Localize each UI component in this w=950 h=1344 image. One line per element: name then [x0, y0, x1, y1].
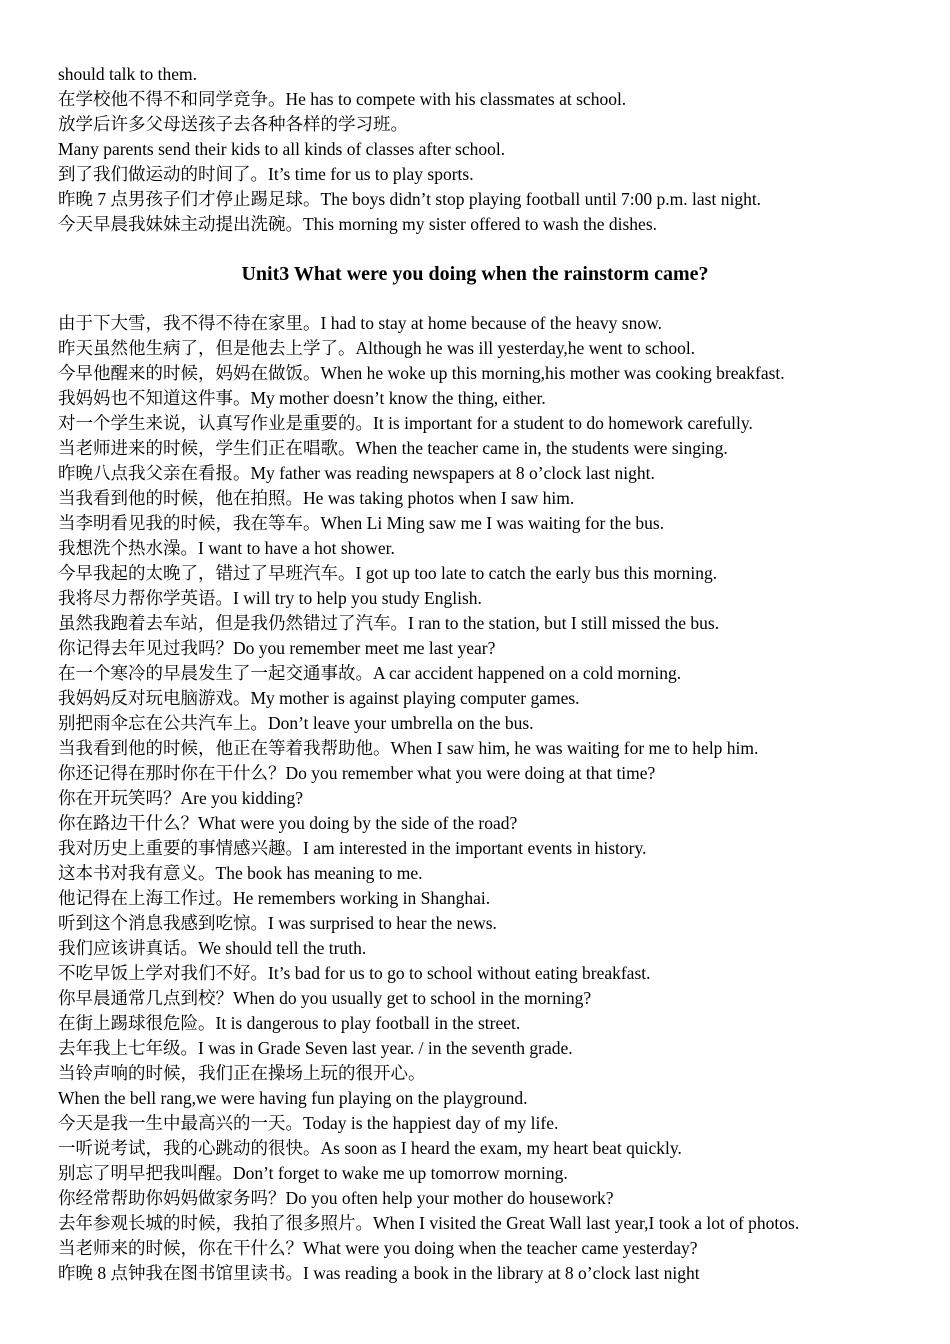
sentence-line: 昨晚 8 点钟我在图书馆里读书。I was reading a book in the library at 8 o’clock last night: [58, 1263, 700, 1283]
sentence-line: should talk to them.: [58, 64, 198, 84]
sentence-line: 当我看到他的时候，他在拍照。He was taking photos when I saw him.: [58, 488, 575, 508]
sentence-line: 今早他醒来的时候，妈妈在做饭。When he woke up this morning,his mother was cooking breakfast.: [58, 363, 785, 383]
sentence-line: 在一个寒冷的早晨发生了一起交通事故。A car accident happened on a cold morning.: [58, 663, 682, 683]
sentence-line: 一听说考试，我的心跳动的很快。As soon as I heard the exam, my heart beat quickly.: [58, 1138, 682, 1158]
sentence-line: 听到这个消息我感到吃惊。I was surprised to hear the news.: [58, 913, 497, 933]
sentence-line: When the bell rang,we were having fun playing on the playground.: [58, 1088, 528, 1108]
sentence-line: 由于下大雪，我不得不待在家里。I had to stay at home because of the heavy snow.: [58, 313, 662, 333]
unit3-sentences: [58, 311, 918, 1286]
sentence-line: 别忘了明早把我叫醒。Don’t forget to wake me up tomorrow morning.: [58, 1163, 568, 1183]
sentence-line: 到了我们做运动的时间了。It’s time for us to play sports.: [58, 164, 474, 184]
sentence-line: 去年参观长城的时候，我拍了很多照片。When I visited the Great Wall last year,I took a lot of photos.: [58, 1213, 800, 1233]
sentence-line: 你早晨通常几点到校？When do you usually get to school in the morning?: [58, 988, 592, 1008]
sentence-line: 当老师来的时候，你在干什么？What were you doing when the teacher came yesterday?: [58, 1238, 698, 1258]
sentence-line: 我对历史上重要的事情感兴趣。I am interested in the important events in history.: [58, 838, 647, 858]
sentence-line: 别把雨伞忘在公共汽车上。Don’t leave your umbrella on the bus.: [58, 713, 534, 733]
sentence-line: 昨晚八点我父亲在看报。My father was reading newspapers at 8 o’clock last night.: [58, 463, 655, 483]
sentence-line: 昨晚 7 点男孩子们才停止踢足球。The boys didn’t stop playing football until 7:00 p.m. last night.: [58, 189, 762, 209]
sentence-line: 我将尽力帮你学英语。I will try to help you study English.: [58, 588, 482, 608]
sentence-line: 当铃声响的时候，我们正在操场上玩的很开心。: [58, 1063, 426, 1083]
sentence-line: 不吃早饭上学对我们不好。It’s bad for us to go to school without eating breakfast.: [58, 963, 651, 983]
sentence-line: 昨天虽然他生病了，但是他去上学了。Although he was ill yesterday,he went to school.: [58, 338, 696, 358]
sentence-line: 我妈妈反对玩电脑游戏。My mother is against playing computer games.: [58, 688, 580, 708]
sentence-line: 去年我上七年级。I was in Grade Seven last year. / in the seventh grade.: [58, 1038, 573, 1058]
sentence-line: 当老师进来的时候，学生们正在唱歌。When the teacher came in, the students were singing.: [58, 438, 728, 458]
sentence-line: 你在路边干什么？What were you doing by the side of the road?: [58, 813, 518, 833]
sentence-line: 在街上踢球很危险。It is dangerous to play football in the street.: [58, 1013, 521, 1033]
sentence-line: 你在开玩笑吗？Are you kidding?: [58, 788, 303, 808]
sentence-line: Many parents send their kids to all kinds of classes after school.: [58, 139, 506, 159]
sentence-line: 当李明看见我的时候，我在等车。When Li Ming saw me I was waiting for the bus.: [58, 513, 665, 533]
unit-title: Unit3 What were you doing when the rainstorm came?: [241, 263, 709, 285]
sentence-line: 我想洗个热水澡。I want to have a hot shower.: [58, 538, 395, 558]
sentence-line: 在学校他不得不和同学竞争。He has to compete with his classmates at school.: [58, 89, 627, 109]
sentence-line: 放学后许多父母送孩子去各种各样的学习班。: [58, 114, 408, 134]
sentence-line: 你经常帮助你妈妈做家务吗？Do you often help your mother do housework?: [58, 1188, 614, 1208]
sentence-line: 他记得在上海工作过。He remembers working in Shanghai.: [58, 888, 491, 908]
sentence-line: 这本书对我有意义。The book has meaning to me.: [58, 863, 423, 883]
sentence-line: 你还记得在那时你在干什么？Do you remember what you were doing at that time?: [58, 763, 656, 783]
sentence-line: 你记得去年见过我吗？Do you remember meet me last year?: [58, 638, 496, 658]
sentence-line: 今早我起的太晚了，错过了早班汽车。I got up too late to catch the early bus this morning.: [58, 563, 718, 583]
previous-unit-sentences: [58, 62, 918, 237]
sentence-line: 今天早晨我妹妹主动提出洗碗。This morning my sister offered to wash the dishes.: [58, 214, 657, 234]
sentence-line: 我们应该讲真话。We should tell the truth.: [58, 938, 367, 958]
sentence-line: 当我看到他的时候，他正在等着我帮助他。When I saw him, he was waiting for me to help him.: [58, 738, 759, 758]
sentence-line: 虽然我跑着去车站，但是我仍然错过了汽车。I ran to the station, but I still missed the bus.: [58, 613, 720, 633]
sentence-line: 今天是我一生中最高兴的一天。Today is the happiest day of my life.: [58, 1113, 559, 1133]
sentence-line: 我妈妈也不知道这件事。My mother doesn’t know the thing, either.: [58, 388, 546, 408]
sentence-line: 对一个学生来说，认真写作业是重要的。It is important for a student to do homework carefully.: [58, 413, 753, 433]
